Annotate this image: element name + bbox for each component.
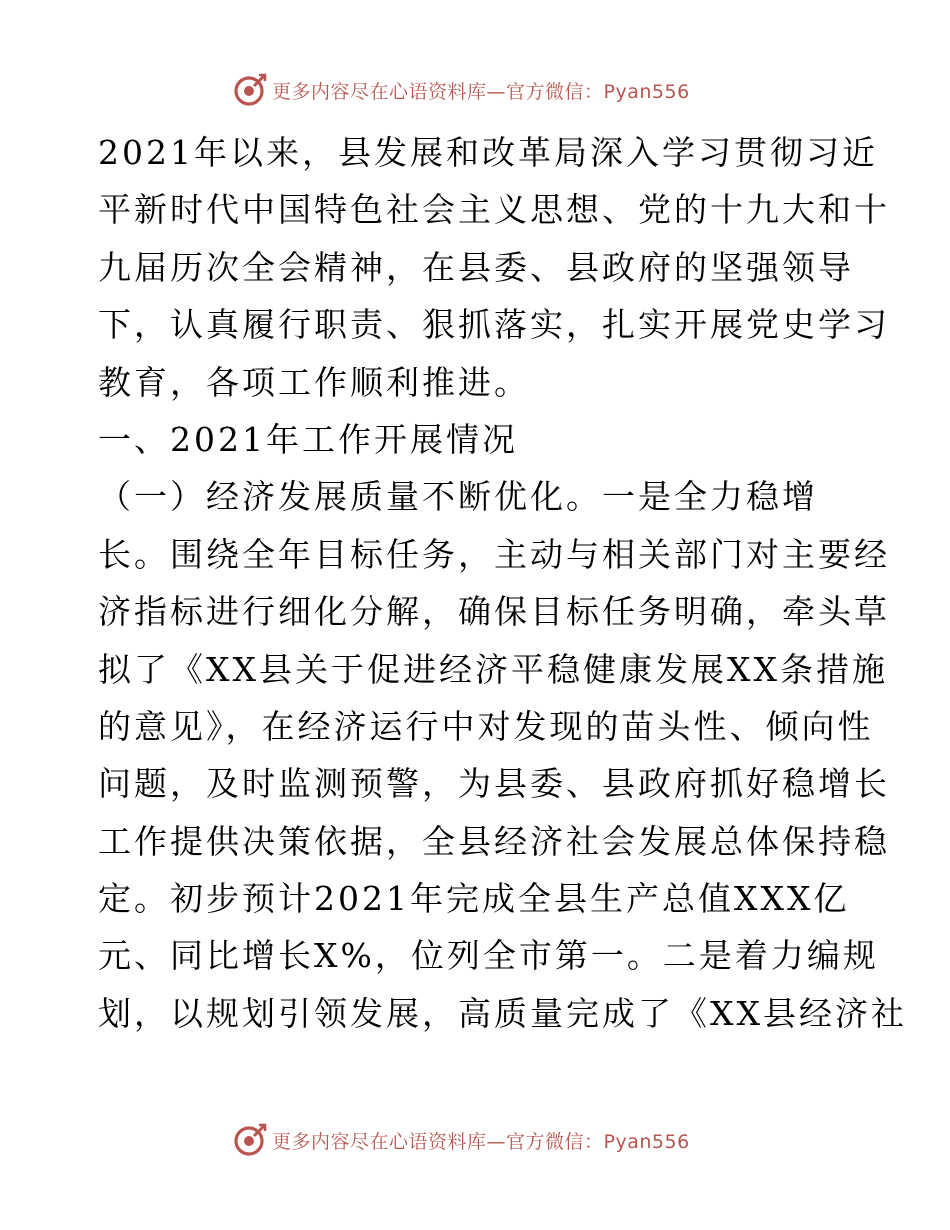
paragraph-line: 工作提供决策依据，全县经济社会发展总体保持稳 (98, 821, 890, 861)
paragraph-line: 的意见》，在经济运行中对发现的苗头性、倾向性 (98, 706, 874, 746)
paragraph-line: 划，以规划引领发展，高质量完成了《XX县经济社 (98, 993, 907, 1033)
brand-logo-icon (232, 72, 268, 108)
paragraph-line: 下，认真履行职责、狠抓落实，扎实开展党史学习 (98, 305, 890, 345)
header-banner (232, 70, 690, 110)
paragraph-line: 问题，及时监测预警，为县委、县政府抓好稳增长 (98, 764, 890, 804)
section-heading: 一、2021年工作开展情况 (98, 419, 518, 459)
header-banner-text: 更多内容尽在心语资料库—官方微信：Pyan556 (272, 80, 690, 103)
paragraph-line: 元、同比增长X%，位列全市第一。二是着力编规 (98, 936, 879, 976)
document-body (98, 124, 907, 1042)
paragraph-line: 九届历次全会精神，在县委、县政府的坚强领导 (98, 247, 854, 287)
brand-logo-icon (232, 1122, 268, 1158)
footer-banner (232, 1120, 690, 1160)
paragraph-line: 长。围绕全年目标任务，主动与相关部门对主要经 (98, 534, 890, 574)
paragraph-line: 教育，各项工作顺利推进。 (98, 362, 530, 402)
paragraph-line: 拟了《XX县关于促进经济平稳健康发展XX条措施 (98, 649, 888, 689)
paragraph-line: 2021年以来，县发展和改革局深入学习贯彻习近 (98, 133, 878, 172)
footer-banner-text: 更多内容尽在心语资料库—官方微信：Pyan556 (272, 1130, 690, 1153)
paragraph-line: （一）经济发展质量不断优化。一是全力稳增 (98, 477, 818, 517)
paragraph-line: 济指标进行细化分解，确保目标任务明确，牵头草 (98, 592, 890, 632)
paragraph-line: 平新时代中国特色社会主义思想、党的十九大和十 (98, 190, 890, 230)
paragraph-line: 定。初步预计2021年完成全县生产总值XXX亿 (98, 879, 850, 919)
